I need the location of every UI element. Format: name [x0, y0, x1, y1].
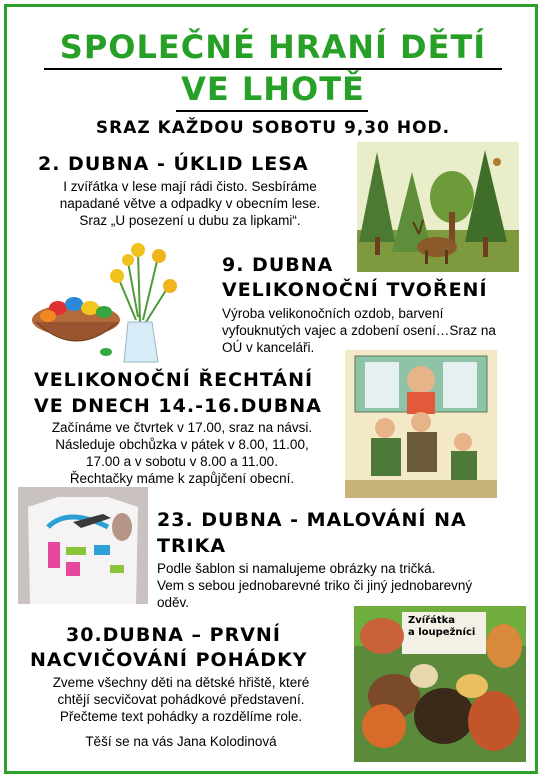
event2-heading-line1: 9. DUBNA — [222, 254, 334, 276]
event2-text: Výroba velikonočních ozdob, barvení vyfouknutých vajec a zdobení osení…Sraz na OÚ v kanceláři. — [222, 306, 496, 355]
forest-deer-image — [357, 142, 519, 272]
book-title-line2: a loupežníci — [408, 627, 476, 638]
easter-flowers-image — [28, 232, 196, 368]
title-underline-2 — [176, 110, 368, 112]
event1-heading: 2. DUBNA - ÚKLID LESA — [38, 153, 309, 175]
event4-text: Podle šablon si namalujeme obrázky na tričká. Vem s sebou jednobarevné triko či jiný jednobarevný oděv. — [157, 561, 473, 610]
signature: Těší se na vás Jana Kolodinová — [85, 734, 277, 749]
book-cover-image — [354, 606, 526, 762]
event3-heading-line2: VE DNECH 14.-16.DUBNA — [34, 395, 322, 417]
event1-text: I zvířátka v lese mají rádi čisto. Sesbíráme napadané větve a odpadky v obecním lese. Sraz „U posezení u dubu za lipkami“. — [59, 179, 321, 228]
tshirt-painting-image — [18, 487, 148, 604]
event4-heading-line1: 23. DUBNA - MALOVÁNÍ NA — [157, 509, 467, 531]
book-title-line1: Zvířátka — [408, 615, 456, 626]
event3-heading-line1: VELIKONOČNÍ ŘECHTÁNÍ — [34, 369, 314, 391]
event3-text: Začínáme ve čtvrtek v 17.00, sraz na návsi. Následuje obchůzka v pátek v 8.00, 11.00, 17.00 a v sobotu v 8.00 a 11.00. Řechtačky máme k zapůjčení obecní. — [51, 420, 313, 486]
easter-rattle-kids-image — [345, 350, 497, 498]
event5-heading-line1: 30.DUBNA – PRVNÍ — [66, 624, 281, 646]
page-title-line2: VE LHOTĚ — [181, 70, 365, 108]
subtitle: SRAZ KAŽDOU SOBOTU 9,30 HOD. — [95, 118, 451, 138]
event5-text: Zveme všechny děti na dětské hřiště, které chtějí secvičovat pohádkové představení. Přečteme text pohádky a rozdělíme role. — [52, 675, 310, 724]
event4-heading-line2: TRIKA — [157, 535, 227, 557]
event2-heading-line2: VELIKONOČNÍ TVOŘENÍ — [222, 279, 488, 301]
event5-heading-line2: NACVIČOVÁNÍ POHÁDKY — [30, 649, 308, 671]
page-title-line1: SPOLEČNÉ HRANÍ DĚTÍ — [59, 28, 487, 66]
